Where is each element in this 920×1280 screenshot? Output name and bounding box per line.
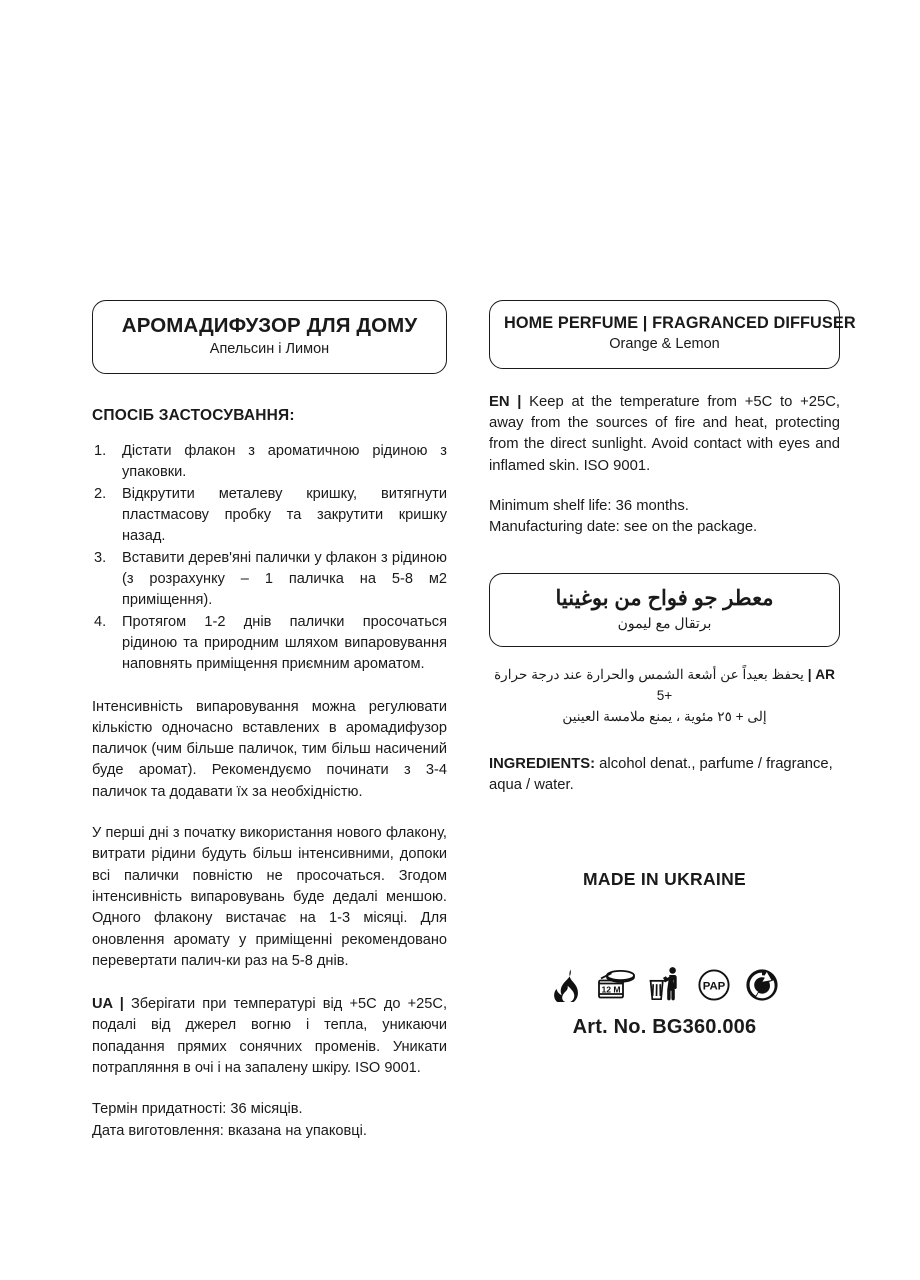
arabic-storage-text-1: يحفظ بعيداً عن أشعة الشمس والحرارة عند درجة حرارة +5 [494,666,808,703]
pap-label: PAP [702,980,725,993]
english-title-box [489,300,856,369]
ukrainian-manufacture-date: Дата виготовлення: вказана на упаковці. [92,1122,367,1139]
usage-section-heading: СПОСІБ ЗАСТОСУВАННЯ: [92,406,295,424]
arabic-product-title: معطر جو فواح من بوغينيا [555,586,774,610]
english-product-title: HOME PERFUME | FRAGRANCED DIFFUSER [504,314,856,332]
list-item: Вставити дерев'яні палички у флакон з рідиною (з розрахунку – 1 паличка на 5-8 м2 приміщення). [122,549,447,608]
ukrainian-product-subtitle: Апельсин і Лимон [209,341,330,358]
arabic-product-subtitle: برتقال مع ليمون [617,614,712,631]
list-item: Відкрутити металеву кришку, витягнути пластмасову пробку та закрутити кришку назад. [122,485,447,544]
ukrainian-title-box [92,300,447,374]
arabic-title-box-wrapper [489,573,840,647]
first-days-paragraph: У перші дні з початку використання нового флакону, витрати рідини будуть більш інтенсивними, допоки всі палички повністю не просочаться. Згодом інтенсивність випаровувань буде дедалі меншою. Одного флакону вистачає на 1-3 місяці. Для оновлення аромату у приміщенні рекомендовано перевертати палич-ки раз на 5-8 днів. [92,825,447,969]
list-item: Протягом 1-2 днів палички просочаться рідиною та природним шляхом випаровування наповнять приміщення приємним ароматом. [122,613,447,672]
en-storage-text: Keep at the temperature from +5C to +25C, away from the sources of fire and heat, protecting from the direct sunlight. Avoid contact with eyes and inflamed skin. ISO 9001. [489,393,840,474]
ua-language-tag: UA | [92,996,124,1013]
ua-storage-text: Зберігати при температурі від +5C до +25C, подалі від джерел вогню і тепла, уникаючи попадання прямих сонячних променів. Уникати потрапляння в очі і на запалену шкіру. ISO 9001. [92,996,447,1077]
flammable-icon [551,968,581,1002]
english-shelf-life: Minimum shelf life: 36 months. [489,497,689,514]
green-dot-icon [745,968,779,1002]
arabic-storage-line-1 [489,664,840,706]
usage-steps-list [92,441,447,675]
ukrainian-product-title: АРОМАДИФУЗОР ДЛЯ ДОМУ [121,314,418,337]
ukrainian-column [92,300,447,1142]
two-column-layout [92,300,856,1142]
ukrainian-shelf-life: Термін придатності: 36 місяців. [92,1101,303,1118]
english-dates-block [489,496,840,539]
article-number: Art. No. BG360.006 [572,1015,757,1038]
english-product-subtitle: Orange & Lemon [609,336,720,353]
ar-language-tag: AR | [807,666,835,682]
packaging-symbols-row [489,962,840,1002]
period-after-opening-icon [594,968,636,1002]
tidy-man-icon [649,966,683,1002]
ingredients-label: INGREDIENTS: [489,755,596,772]
pao-months-label: 12 M [600,984,621,995]
made-in-ukraine-text: MADE IN UKRAINE [583,868,746,889]
list-item: Дістати флакон з ароматичною рідиною з упаковки. [122,442,447,480]
en-language-tag: EN | [489,393,522,410]
intensity-paragraph: Інтенсивність випаровування можна регулювати кількістю одночасно вставлених в аромадифузор паличок (чим більше паличок, тим більш насичений буде аромат). Рекомендуємо починати з 3-4 паличок та додавати їх за необхідністю. [92,698,447,800]
english-storage-paragraph [489,392,840,477]
pap-recycling-icon [696,968,732,1002]
arabic-storage-line-2: إلى + ٢٥ مئوية ، يمنع ملامسة العينين [562,708,767,724]
english-arabic-column [489,300,856,1142]
arabic-storage-paragraph [489,664,840,727]
english-manufacture-date: Manufacturing date: see on the package. [489,519,758,536]
ukrainian-dates-block [92,1099,447,1142]
arabic-title-box [489,573,840,647]
ingredients-text: alcohol denat., parfume / fragrance, aqua / water. [489,755,833,794]
ukrainian-storage-paragraph [92,994,447,1079]
ingredients-paragraph [489,754,840,797]
